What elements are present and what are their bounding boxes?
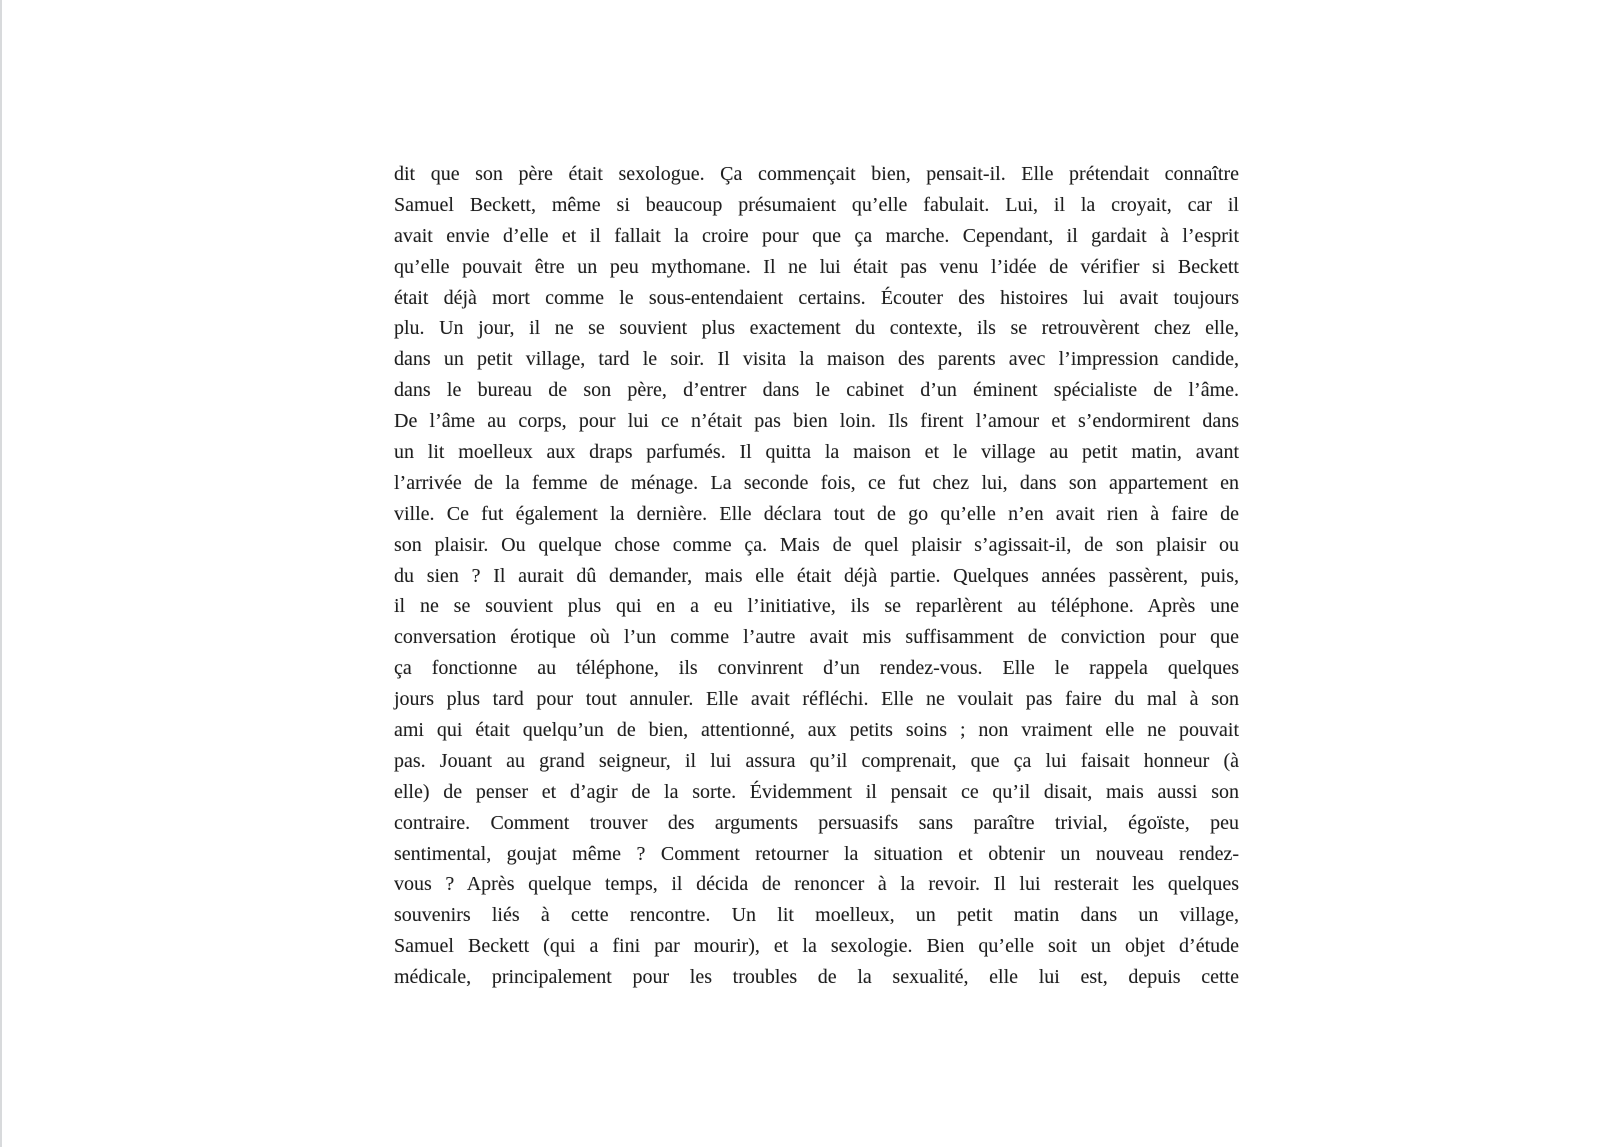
text-line: vous ? Après quelque temps, il décida de renoncer à la revoir. Il lui resterait les quelques <box>394 873 1239 896</box>
window-edge-divider <box>0 0 2 1147</box>
text-line: pas. Jouant au grand seigneur, il lui assura qu’il comprenait, que ça lui faisait honneur (à <box>394 749 1239 772</box>
text-line: jours plus tard pour tout annuler. Elle avait réfléchi. Elle ne voulait pas faire du mal à son <box>394 688 1239 711</box>
text-line: sentimental, goujat même ? Comment retourner la situation et obtenir un nouveau rendez- <box>394 842 1239 865</box>
text-line: son plaisir. Ou quelque chose comme ça. Mais de quel plaisir s’agissait-il, de son plaisir ou <box>394 533 1239 556</box>
text-line: souvenirs liés à cette rencontre. Un lit moelleux, un petit matin dans un village, <box>394 904 1239 927</box>
text-line: contraire. Comment trouver des arguments persuasifs sans paraître trivial, égoïste, peu <box>394 811 1239 834</box>
text-line: du sien ? Il aurait dû demander, mais elle était déjà partie. Quelques années passèrent, puis, <box>394 564 1239 587</box>
text-line: dit que son père était sexologue. Ça commençait bien, pensait-il. Elle prétendait connaître <box>394 163 1239 185</box>
text-line: dans le bureau de son père, d’entrer dans le cabinet d’un éminent spécialiste de l’âme. <box>394 379 1239 402</box>
text-line: Samuel Beckett (qui a fini par mourir), et la sexologie. Bien qu’elle soit un objet d’étude <box>394 935 1239 958</box>
text-line: avait envie d’elle et il fallait la croire pour que ça marche. Cependant, il gardait à l’esprit <box>394 224 1239 247</box>
text-line: dans un petit village, tard le soir. Il visita la maison des parents avec l’impression candide, <box>394 348 1239 371</box>
page-text-block <box>394 159 1239 993</box>
text-line: il ne se souvient plus qui en a eu l’initiative, ils se reparlèrent au téléphone. Après une <box>394 595 1239 618</box>
text-line: médicale, principalement pour les troubles de la sexualité, elle lui est, depuis cette <box>394 966 1239 989</box>
text-line: plu. Un jour, il ne se souvient plus exactement du contexte, ils se retrouvèrent chez elle, <box>394 317 1239 340</box>
text-line: ami qui était quelqu’un de bien, attentionné, aux petits soins ; non vraiment elle ne pouvait <box>394 719 1239 742</box>
text-line: qu’elle pouvait être un peu mythomane. Il ne lui était pas venu l’idée de vérifier si Beckett <box>394 255 1239 278</box>
text-line: De l’âme au corps, pour lui ce n’était pas bien loin. Ils firent l’amour et s’endormirent dans <box>394 410 1239 433</box>
text-line: conversation érotique où l’un comme l’autre avait mis suffisamment de conviction pour que <box>394 626 1239 649</box>
text-line: Samuel Beckett, même si beaucoup présumaient qu’elle fabulait. Lui, il la croyait, car il <box>394 193 1239 216</box>
text-line: un lit moelleux aux draps parfumés. Il quitta la maison et le village au petit matin, avant <box>394 441 1239 464</box>
text-line: était déjà mort comme le sous-entendaient certains. Écouter des histoires lui avait toujours <box>394 286 1239 309</box>
text-line: l’arrivée de la femme de ménage. La seconde fois, ce fut chez lui, dans son appartement en <box>394 471 1239 494</box>
text-line: ça fonctionne au téléphone, ils convinrent d’un rendez-vous. Elle le rappela quelques <box>394 657 1239 680</box>
text-line: elle) de penser et d’agir de la sorte. Évidemment il pensait ce qu’il disait, mais aussi son <box>394 780 1239 803</box>
text-line: ville. Ce fut également la dernière. Elle déclara tout de go qu’elle n’en avait rien à faire de <box>394 502 1239 525</box>
